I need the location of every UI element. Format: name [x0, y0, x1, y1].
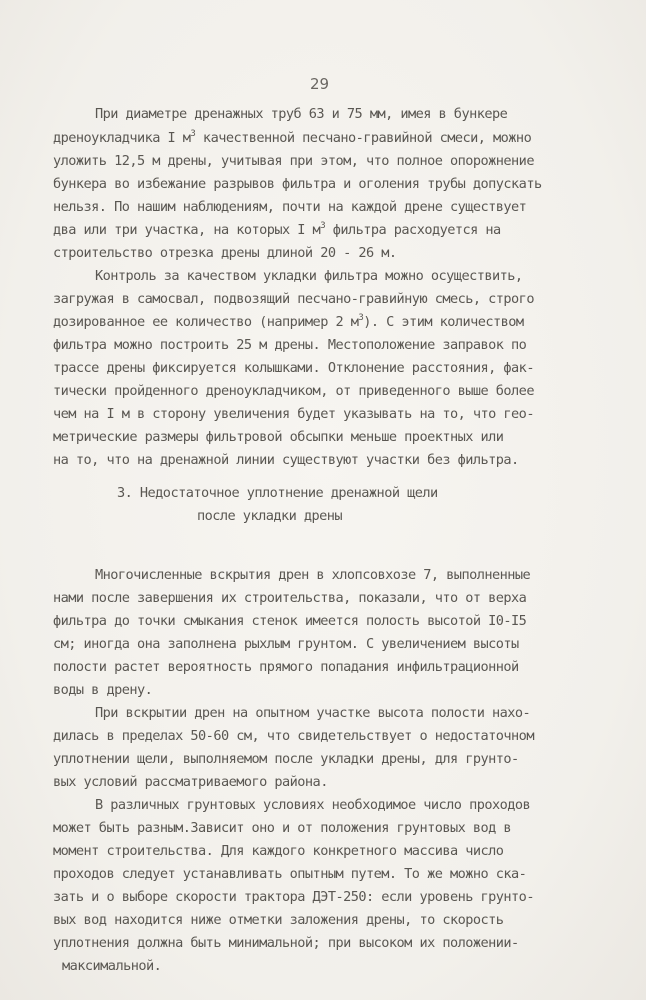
text-line: строительство отрезка дрены длиной 20 - 26 м.: [53, 245, 397, 261]
text-line: два или три участка, на которых I $м^3$ фильтра расходуется на: [53, 221, 501, 238]
superscript-3: 3: [358, 313, 364, 323]
text-line: максимальной.: [62, 958, 162, 974]
text-line: момент строительства. Для каждого конкретного массива число: [53, 843, 504, 859]
text-line: трассе дрены фиксируется колышками. Отклонение расстояния, фак-: [53, 360, 534, 376]
text-line: нельзя. По нашим наблюдениям, почти на каждой дрене существует: [53, 199, 527, 215]
text-line: метрические размеры фильтровой обсыпки меньше проектных или: [53, 429, 504, 445]
text-line: см; иногда она заполнена рыхлым грунтом. С увеличением высоты: [53, 636, 519, 652]
text-line: чем на I м в сторону увеличения будет указывать на то, что гео-: [53, 406, 534, 422]
text-line: дозированное ее количество (например 2 $м^3$). С этим количеством: [53, 313, 524, 330]
text-line: При диаметре дренажных труб 63 и 75 мм, имея в бункере: [95, 106, 508, 122]
text-line: фильтра можно построить 25 м дрены. Местоположение заправок по: [53, 337, 527, 353]
text-line: вых условий рассматриваемого района.: [53, 774, 328, 790]
text-line: При вскрытии дрен на опытном участке высота полости нахо-: [95, 705, 531, 721]
text-line: вых вод находится ниже отметки заложения дрены, то скорость: [53, 912, 504, 928]
text-line: уложить 12,5 м дрены, учитывая при этом, что полное опорожнение: [53, 153, 534, 169]
text-line: дреноукладчика I $м^3$ качественной песчано-гравийной смеси, можно: [53, 129, 532, 146]
text-line: загружая в самосвал, подвозящий песчано-гравийную смесь, строго: [53, 291, 534, 307]
text-line: тически пройденного дреноукладчиком, от приведенного выше более: [53, 383, 534, 399]
text-line: проходов следует устанавливать опытным путем. То же можно ска-: [53, 866, 527, 882]
text-line: может быть разным.Зависит оно и от положения грунтовых вод в: [53, 820, 512, 836]
text-line: нами после завершения их строительства, показали, что от верха: [53, 590, 527, 606]
text-line: воды в дрену.: [53, 682, 153, 698]
text-line: зать и о выборе скорости трактора ДЭТ-250: если уровень грунто-: [53, 889, 534, 905]
text-line: бункера во избежание разрывов фильтра и оголения трубы допускать: [53, 176, 542, 192]
text-line: Многочисленные вскрытия дрен в хлопсовхозе 7, выполненные: [95, 567, 531, 583]
text-line: на то, что на дренажной линии существуют участки без фильтра.: [53, 452, 519, 468]
page-number: 29: [310, 75, 330, 93]
section-heading-line-2: после укладки дрены: [197, 508, 343, 524]
text-line: уплотнения должна быть минимальной; при высоком их положении-: [53, 935, 519, 951]
text-line: полости растет вероятность прямого попадания инфильтрационной: [53, 659, 519, 675]
superscript-3: 3: [320, 221, 326, 231]
text-line: фильтра до точки смыкания стенок имеется полость высотой I0-I5: [53, 613, 527, 629]
text-line: В различных грунтовых условиях необходимое число проходов: [95, 797, 531, 813]
superscript-3: 3: [190, 129, 196, 139]
section-heading-line-1: 3. Недостаточное уплотнение дренажной щели: [117, 485, 438, 501]
text-line: уплотнении щели, выполняемом после укладки дрены, для грунто-: [53, 751, 519, 767]
text-line: Контроль за качеством укладки фильтра можно осуществить,: [95, 268, 523, 284]
text-line: дилась в пределах 50-60 см, что свидетельствует о недостаточном: [53, 728, 534, 744]
